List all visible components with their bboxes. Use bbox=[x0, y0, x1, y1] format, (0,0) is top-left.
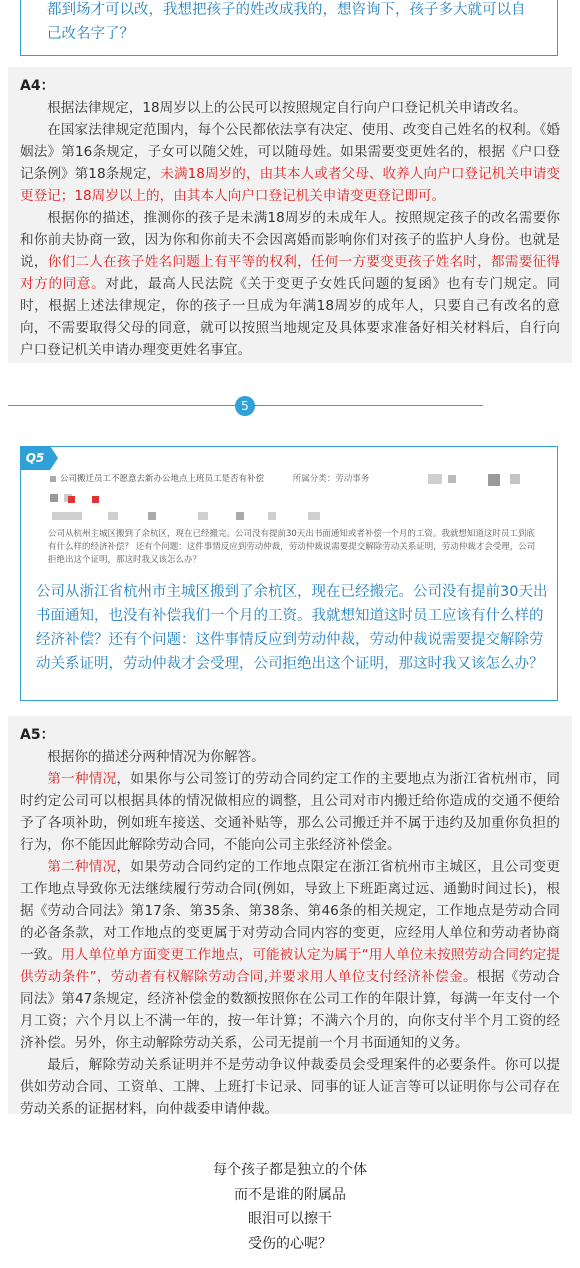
q4-question-text: 都到场才可以改，我想把孩子的姓改成我的，想咨询下，孩子多大就可以自己改名字了？ bbox=[47, 2, 526, 42]
a5-paragraph-2 bbox=[20, 768, 560, 856]
q5-screenshot-category: 所属分类：劳动事务 bbox=[292, 474, 370, 484]
a5-paragraph-4 bbox=[20, 1054, 560, 1120]
a5-p2-highlight: 第一种情况 bbox=[47, 771, 117, 787]
a4-paragraph-3 bbox=[20, 207, 560, 361]
blurred-mark bbox=[108, 512, 118, 520]
a4-paragraph-1 bbox=[20, 97, 560, 119]
q4-question-box bbox=[20, 0, 558, 56]
q5-screenshot-title-row bbox=[60, 472, 369, 486]
blurred-mark bbox=[268, 512, 276, 520]
blurred-mark bbox=[198, 512, 208, 520]
a4-paragraph-2 bbox=[20, 119, 560, 207]
q5-question-text: 公司从浙江省杭州市主城区搬到了余杭区，现在已经搬完。公司没有提前30天出书面通知，也没有补偿我们一个月的工资。我就想知道这时员工应该有什么样的经济补偿？还有个问题：这件事情反应到劳动仲裁，劳动仲裁说需要提交解除劳动关系证明，劳动仲裁才会受理，公司拒绝出这个证明，那这时我又该怎么办？ bbox=[36, 584, 548, 672]
section-number-badge: 5 bbox=[235, 396, 255, 416]
a4-p1-text: 根据法律规定，18周岁以上的公民可以按照规定自行向户口登记机关申请改名。 bbox=[47, 100, 527, 116]
blurred-mark bbox=[52, 512, 82, 520]
blurred-mark bbox=[236, 512, 244, 520]
q5-screenshot-title: 公司搬迁员工不愿意去新办公地点上班员工是否有补偿 bbox=[60, 474, 265, 484]
a5-label: A5： bbox=[20, 727, 55, 743]
closing-line-4: 受伤的心呢？ bbox=[248, 1235, 332, 1252]
a5-paragraph-3 bbox=[20, 856, 560, 1054]
blurred-mark bbox=[510, 474, 520, 484]
a4-answer-block bbox=[8, 67, 572, 363]
a5-answer-block bbox=[8, 716, 572, 1117]
closing-line-3: 眼泪可以擦干 bbox=[248, 1211, 332, 1227]
a4-p2-highlight: 未满18周岁的，由其本人或者父母、收养人向户口登记机关申请变更登记；18周岁以上的，由其本人向户口登记机关申请变更登记即可。 bbox=[20, 166, 561, 204]
red-dot bbox=[92, 496, 99, 503]
a4-p3-highlight: 你们二人在孩子姓名问题上有平等的权利，任何一方要变更孩子姓名时，都需要征得对方的同意。 bbox=[20, 254, 561, 292]
blurred-mark bbox=[308, 512, 320, 520]
blurred-mark bbox=[488, 474, 500, 486]
blurred-mark bbox=[50, 494, 58, 502]
closing-line-2: 而不是谁的附属品 bbox=[234, 1186, 346, 1203]
a4-p3-text-end: 对此，最高人民法院《关于变更子女姓氏问题的复函》也有专门规定。同时，根据上述法律规定，你的孩子一旦成为年满18周岁的成年人，只要自己有改名的意向，不需要取得父母的同意，就可以按照当地规定及具体要求准备好相关材料后，自行向户口登记机关申请办理变更姓名事宜。 bbox=[20, 276, 561, 358]
a5-p4-text: 最后，解除劳动关系证明并不是劳动争议仲裁委员会受理案件的必要条件。你可以提供如劳动合同、工资单、工牌、上班打卡记录、同事的证人证言等可以证明你与公司存在劳动关系的证据材料，向仲裁委申请仲裁。 bbox=[20, 1057, 560, 1117]
a4-p2-text: 在国家法律规定范围内，每个公民都依法享有决定、使用、改变自己姓名的权利。《婚姻法》第16条规定，子女可以随父姓，可以随母姓。如果需要变更姓名的，根据《户口登记条例》第18条规定， bbox=[20, 122, 560, 182]
a5-p3-highlight-2: 用人单位单方面变更工作地点，可能被认定为属于“用人单位未按照劳动合同约定提供劳动条件”，劳动者有权解除劳动合同,并要求用人单位支付经济补偿金。 bbox=[20, 947, 560, 985]
red-dot bbox=[68, 496, 75, 503]
a4-p3-text: 根据你的描述，推测你的孩子是未满18周岁的未成年人。按照规定孩子的改名需要你和你前夫协商一致，因为你和你前夫不会因离婚而影响你们对孩子的监护人身份。也就是说， bbox=[20, 210, 560, 270]
a5-p2-text: ，如果你与公司签订的劳动合同约定工作的主要地点为浙江省杭州市，同时约定公司可以根据具体的情况做相应的调整，且公司对市内搬迁给你造成的交通不便给予了各项补助，例如班车接送、交通补贴等，那么公司搬迁并不属于违约及加重你负担的行为，你不能因此解除劳动合同，不能向公司主张经济补偿金。 bbox=[20, 771, 561, 853]
a5-p3-text: ，如果劳动合同约定的工作地点限定在浙江省杭州市主城区，且公司变更工作地点导致你无法继续履行劳动合同(例如，导致上下班距离过远、通勤时间过长)，根据《劳动合同法》第17条、第35条、第38条、第46条的相关规定，工作地点是劳动合同的必备条款，对工作地点的变更属于对劳动合同内容的变更，应经用人单位和劳动者协商一致。 bbox=[20, 859, 561, 963]
closing-verse bbox=[0, 1158, 580, 1256]
closing-line-1: 每个孩子都是独立的个体 bbox=[213, 1162, 367, 1178]
q5-screenshot-text: 公司从杭州主城区搬到了余杭区，现在已经搬完。公司没有提前30天出书面通知或者补偿一个月的工资。我就想知道这时员工到底有什么样的经济补偿？ 还有个问题：这件事情反应到劳动仲裁，劳动仲裁说需要提交解除劳动关系证明，劳动仲裁才会受理，公司拒绝出这个证明，那这时我又该怎么办？ bbox=[48, 529, 536, 565]
blurred-mark bbox=[50, 476, 56, 482]
a5-paragraph-1 bbox=[20, 746, 560, 768]
a5-p3-text-end: 根据《劳动合同法》第47条规定，经济补偿金的数额按照你在公司工作的年限计算，每满一年支付一个月工资；六个月以上不满一年的，按一年计算；不满六个月的，向你支付半个月工资的经济补偿。另外，你主动解除劳动关系，公司无提前一个月书面通知的义务。 bbox=[20, 969, 560, 1051]
a4-label: A4： bbox=[20, 78, 55, 94]
blurred-mark bbox=[448, 475, 456, 483]
q5-badge: Q5 bbox=[20, 446, 50, 470]
a5-p1-text: 根据你的描述分两种情况为你解答。 bbox=[47, 749, 265, 765]
blurred-mark bbox=[148, 512, 156, 520]
a5-p3-highlight: 第二种情况 bbox=[47, 859, 117, 875]
q5-screenshot bbox=[48, 470, 538, 570]
blurred-mark bbox=[428, 474, 442, 484]
